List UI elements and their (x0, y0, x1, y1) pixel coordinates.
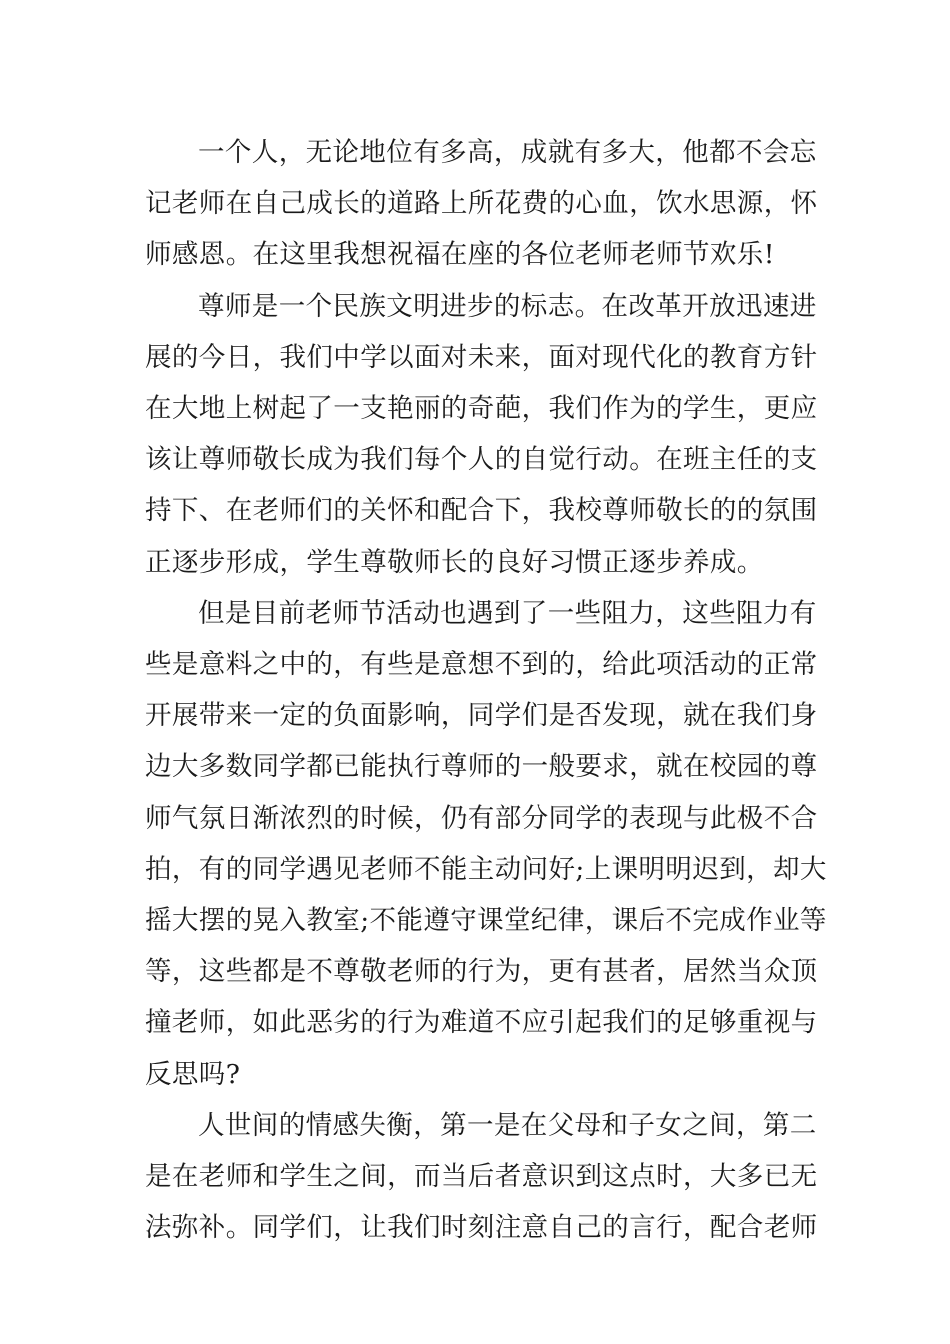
text-line: 正逐步形成，学生尊敬师长的良好习惯正逐步养成。 (145, 546, 764, 578)
text-line: 在大地上树起了一支艳丽的奇葩，我们作为的学生，更应 (145, 393, 818, 425)
text-line: 展的今日，我们中学以面对未来，面对现代化的教育方针 (145, 341, 818, 373)
text-line: 持下、在老师们的关怀和配合下，我校尊师敬长的的氛围 (145, 495, 818, 527)
text-line: 人世间的情感失衡，第一是在父母和子女之间，第二 (198, 1109, 817, 1141)
text-line: 师感恩。在这里我想祝福在座的各位老师老师节欢乐! (145, 239, 775, 271)
text-line: 记老师在自己成长的道路上所花费的心血，饮水思源，怀 (145, 188, 818, 220)
text-line: 边大多数同学都已能执行尊师的一般要求，就在校园的尊 (145, 751, 818, 783)
text-line: 反思吗? (145, 1058, 241, 1090)
document-body (145, 127, 827, 1253)
text-line: 些是意料之中的，有些是意想不到的，给此项活动的正常 (145, 649, 818, 681)
text-line: 一个人，无论地位有多高，成就有多大，他都不会忘 (198, 137, 817, 168)
paragraph-1 (145, 127, 818, 281)
text-line: 是在老师和学生之间，而当后者意识到这点时，大多已无 (145, 1161, 818, 1193)
text-line: 等，这些都是不尊敬老师的行为，更有甚者，居然当众顶 (145, 956, 818, 988)
text-line: 师气氛日渐浓烈的时候，仍有部分同学的表现与此极不合 (145, 802, 818, 834)
text-line: 开展带来一定的负面影响，同学们是否发现，就在我们身 (145, 700, 818, 732)
paragraph-2 (145, 281, 818, 588)
text-line: 该让尊师敬长成为我们每个人的自觉行动。在班主任的支 (145, 444, 818, 476)
text-line: 法弥补。同学们，让我们时刻注意自己的言行，配合老师 (145, 1212, 818, 1244)
paragraph-3 (145, 588, 827, 1100)
text-line: 拍，有的同学遇见老师不能主动问好;上课明明迟到，却大 (145, 853, 827, 885)
text-line: 撞老师，如此恶劣的行为难道不应引起我们的足够重视与 (145, 1007, 818, 1039)
text-line: 尊师是一个民族文明进步的标志。在改革开放迅速进 (198, 290, 817, 322)
text-line: 摇大摆的晃入教室;不能遵守课堂纪律，课后不完成作业等 (145, 905, 827, 937)
paragraph-4 (145, 1100, 818, 1254)
text-line: 但是目前老师节活动也遇到了一些阻力，这些阻力有 (198, 597, 817, 629)
